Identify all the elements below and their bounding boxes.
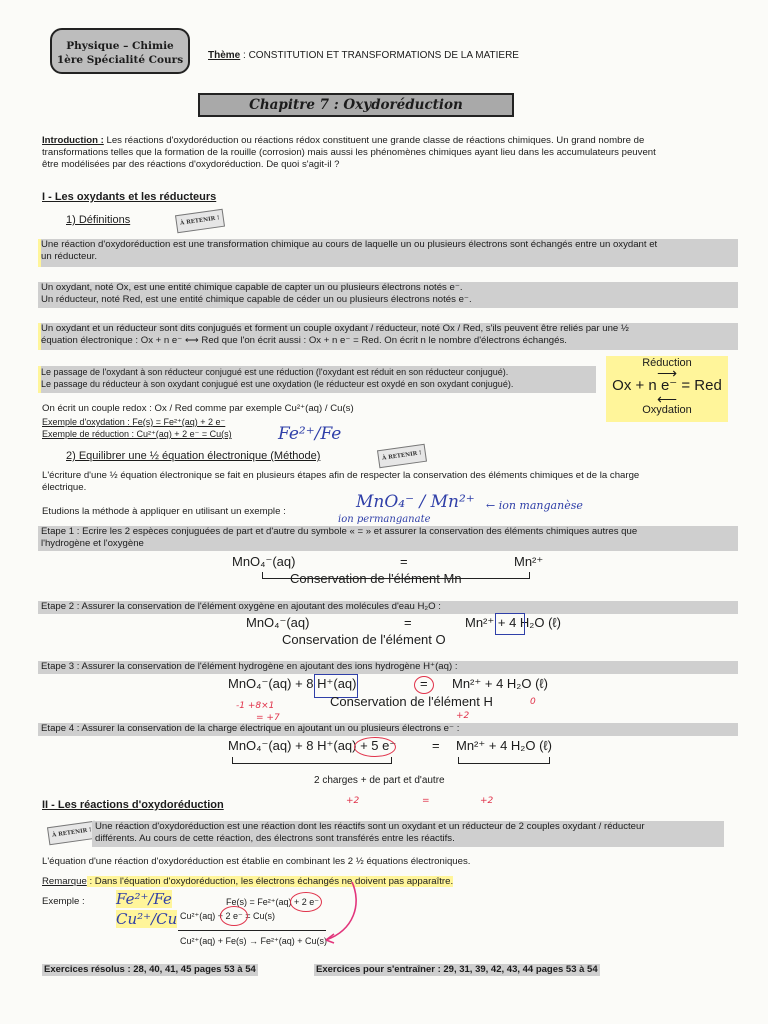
diagram-arrow-right-icon: ⟶ (656, 365, 678, 381)
global-equation: Cu²⁺(aq) + Fe(s) → Fe²⁺(aq) + Cu(s) (180, 936, 328, 946)
theme-line (208, 50, 519, 62)
def-block-1 (38, 239, 738, 267)
step2-right: Mn²⁺ + 4 H₂O (ℓ) (465, 615, 561, 630)
step1-left: MnO₄⁻(aq) (232, 554, 296, 569)
step2-note: Conservation de l'élément O (282, 632, 446, 647)
step4-left-bracket (232, 757, 392, 764)
def3-line1: Un oxydant et un réducteur sont dits conjugués et forment un couple oxydant / réducteur, noté Ox / Red, s'ils peuvent être reliés par une ½ (41, 323, 629, 334)
example-reduction: Exemple de réduction : Cu²⁺(aq) + 2 e⁻ = Cu(s) (42, 429, 232, 439)
def1-line1: Une réaction d'oxydoréduction est une transformation chimique au cours de laquelle un ou plusieurs électrons sont échangés entre un oxydant et (41, 239, 658, 250)
def4-line2: Le passage du réducteur à son oxydant conjugué est une oxydation (le réducteur est oxydé en son oxydant conjugué). (41, 379, 514, 389)
step4-left: MnO₄⁻(aq) + 8 H⁺(aq) + 5 e⁻ (228, 738, 397, 753)
retenir-badge-2: À RETENIR ! (377, 444, 427, 468)
highlight-bar-3 (38, 366, 41, 393)
step1-bracket (262, 572, 530, 579)
method-line2: électrique. (42, 482, 87, 493)
hand-mno4-couple: MnO₄⁻ / Mn²⁺ (356, 492, 475, 512)
pink-arrow-icon (318, 880, 364, 946)
def-block-3 (38, 323, 738, 350)
highlight-bar-1 (38, 239, 41, 267)
retenir-badge-1: À RETENIR ! (175, 209, 225, 233)
section2-def-line1: Une réaction d'oxydoréduction est une réaction dont les réactifs sont un oxydant et un réducteur de 2 couples oxydant / réducteur (95, 821, 645, 832)
section1-sub1: 1) Définitions (66, 214, 131, 226)
def4-line1: Le passage de l'oxydant à son réducteur conjugué est une réduction (l'oxydant est réduit en son réducteur conjugué). (41, 367, 509, 377)
intro-line2: transformations telles que la formation de la rouille (corrosion) mais aussi les phénomènes chimiques ayant lieu dans les accumulateurs peuvent (42, 147, 656, 158)
remark-text: : Dans l'équation d'oxydoréduction, les électrons échangés ne doivent pas apparaître. (86, 876, 454, 887)
chapter-title-text: Chapitre 7 : Oxydoréduction (249, 97, 463, 113)
step3-left: MnO₄⁻(aq) + 8 H⁺(aq) (228, 676, 357, 691)
step3-hand-zero: 0 (530, 697, 536, 707)
redox-couple-line: On écrit un couple redox : Ox / Red comme par exemple Cu²⁺(aq) / Cu(s) (42, 403, 354, 414)
section1-title: I - Les oxydants et les réducteurs (42, 191, 217, 203)
def3-line2: équation électronique : Ox + n e⁻ ⟷ Red que l'on écrit aussi : Ox + n e⁻ = Red. On écrit n le nombre d'électrons échangés. (41, 335, 567, 346)
step4-note: 2 charges + de part et d'autre (314, 775, 445, 786)
chapter-title (198, 93, 514, 117)
step3-line1: Etape 3 : Assurer la conservation de l'élément hydrogène en ajoutant des ions hydrogène H⁺(aq) : (41, 661, 458, 672)
hand-cu-couple: Cu²⁺/Cu (116, 910, 178, 928)
intro-line3: être modélisées par des réactions d'oxydoréduction. De quoi s'agit-il ? (42, 159, 340, 170)
step1-right: Mn²⁺ (514, 554, 544, 569)
method-text (42, 470, 732, 494)
example-label: Exemple : (42, 896, 85, 907)
step3-equals-circle (414, 676, 434, 694)
step3-hand-charges: -1 +8×1 (236, 701, 275, 711)
half-equation-cu: Cu²⁺(aq) + 2 e⁻ = Cu(s) (180, 911, 276, 921)
remark-label: Remarque (42, 876, 87, 887)
theme-label: Thème (208, 50, 241, 61)
section2-def-line2: différents. Au cours de cette réaction, des électrons sont transférés entre les réactifs. (95, 833, 455, 844)
intro (42, 135, 732, 171)
section2-def-block (92, 821, 724, 847)
step3-equals: = (420, 676, 428, 691)
step2-h2o-box (495, 613, 525, 635)
step1-line2: l'hydrogène et l'oxygène (41, 538, 144, 549)
step3-block (38, 661, 738, 674)
step3-note: Conservation de l'élément H (330, 694, 493, 709)
step4-hand-right: +2 (480, 796, 494, 806)
hand-fe-couple-2: Fe²⁺/Fe (116, 890, 172, 908)
step4-block (38, 723, 738, 736)
step4-hand-left: +2 (346, 796, 360, 806)
course-box-line1: Physique – Chimie (66, 40, 174, 52)
step2-block (38, 601, 738, 614)
method-line3: Etudions la méthode à appliquer en utilisant un exemple : (42, 506, 286, 517)
remark-line (42, 876, 453, 888)
step4-equals: = (432, 738, 440, 753)
section2-title: II - Les réactions d'oxydoréduction (42, 799, 224, 811)
method-line1: L'écriture d'une ½ équation électronique se fait en plusieurs étapes afin de respecter la conservation des éléments chimiques et de la charge (42, 470, 640, 481)
course-box (50, 28, 190, 74)
section2-line1: L'équation d'une réaction d'oxydoréduction est établie en combinant les 2 ½ équations électroniques. (42, 856, 471, 867)
step3-hand-right: +2 (456, 711, 470, 721)
diagram-oxidation-label: Oxydation (642, 404, 692, 416)
example-oxidation: Exemple d'oxydation : Fe(s) = Fe²⁺(aq) + 2 e⁻ (42, 417, 226, 427)
footer-resolved-exercises: Exercices résolus : 28, 40, 41, 45 pages 53 à 54 (44, 964, 256, 975)
def-block-4 (38, 366, 596, 393)
section1-sub2: 2) Equilibrer une ½ équation électronique (Méthode) (66, 450, 321, 462)
highlight-bar-2 (38, 323, 41, 350)
step2-line1: Etape 2 : Assurer la conservation de l'élément oxygène en ajoutant des molécules d'eau H₂O : (41, 601, 441, 612)
def2-line2: Un réducteur, noté Red, est une entité chimique capable de céder un ou plusieurs électrons notés e⁻. (41, 294, 472, 305)
step2-equals: = (404, 615, 412, 630)
hand-ion-manganese: ← ion manganèse (486, 499, 583, 512)
step4-right: Mn²⁺ + 4 H₂O (ℓ) (456, 738, 552, 753)
diagram-arrow-left-icon: ⟵ (656, 391, 678, 407)
step4-hand-equals: = (422, 796, 430, 806)
half-equation-fe: Fe(s) = Fe²⁺(aq) + 2 e⁻ (226, 897, 320, 907)
intro-line1: Les réactions d'oxydoréduction ou réactions rédox constituent une grande classe de réactions chimiques. Un grand nombre de (103, 135, 645, 146)
step1-block (38, 526, 738, 551)
step4-electron-circle (354, 737, 396, 757)
retenir-badge-3: À RETENIR ! (47, 821, 97, 845)
step4-right-bracket (458, 757, 550, 764)
step2-left: MnO₄⁻(aq) (246, 615, 310, 630)
step1-note: Conservation de l'élément Mn (290, 571, 462, 586)
redox-diagram (606, 356, 728, 422)
step3-hand-sum: = +7 (256, 713, 280, 723)
sum-rule (178, 930, 326, 931)
course-box-line2: 1ère Spécialité Cours (56, 54, 184, 66)
theme-text: : CONSTITUTION ET TRANSFORMATIONS DE LA MATIERE (240, 50, 519, 61)
def-block-2 (38, 282, 738, 308)
diagram-reduction-label: Réduction (642, 357, 692, 369)
step1-line1: Etape 1 : Ecrire les 2 espèces conjuguées de part et d'autre du symbole « = » et assurer la conservation des éléments chimiques autres que (41, 526, 638, 537)
intro-label: Introduction : (42, 135, 104, 146)
diagram-equation: Ox + n e⁻ = Red (612, 377, 722, 394)
step1-equals: = (400, 554, 408, 569)
def1-line2: un réducteur. (41, 251, 98, 262)
step3-right: Mn²⁺ + 4 H₂O (ℓ) (452, 676, 548, 691)
cu-electron-circle (220, 906, 248, 926)
hand-fe-couple: Fe²⁺/Fe (278, 424, 342, 444)
hand-ion-permanganate: ion permanganate (338, 514, 431, 525)
def2-line1: Un oxydant, noté Ox, est une entité chimique capable de capter un ou plusieurs électrons notés e⁻. (41, 282, 463, 293)
step4-line1: Etape 4 : Assurer la conservation de la charge électrique en ajoutant un ou plusieurs électrons e⁻ : (41, 723, 460, 734)
footer-training-exercises: Exercices pour s'entraîner : 29, 31, 39, 42, 43, 44 pages 53 à 54 (316, 964, 598, 975)
